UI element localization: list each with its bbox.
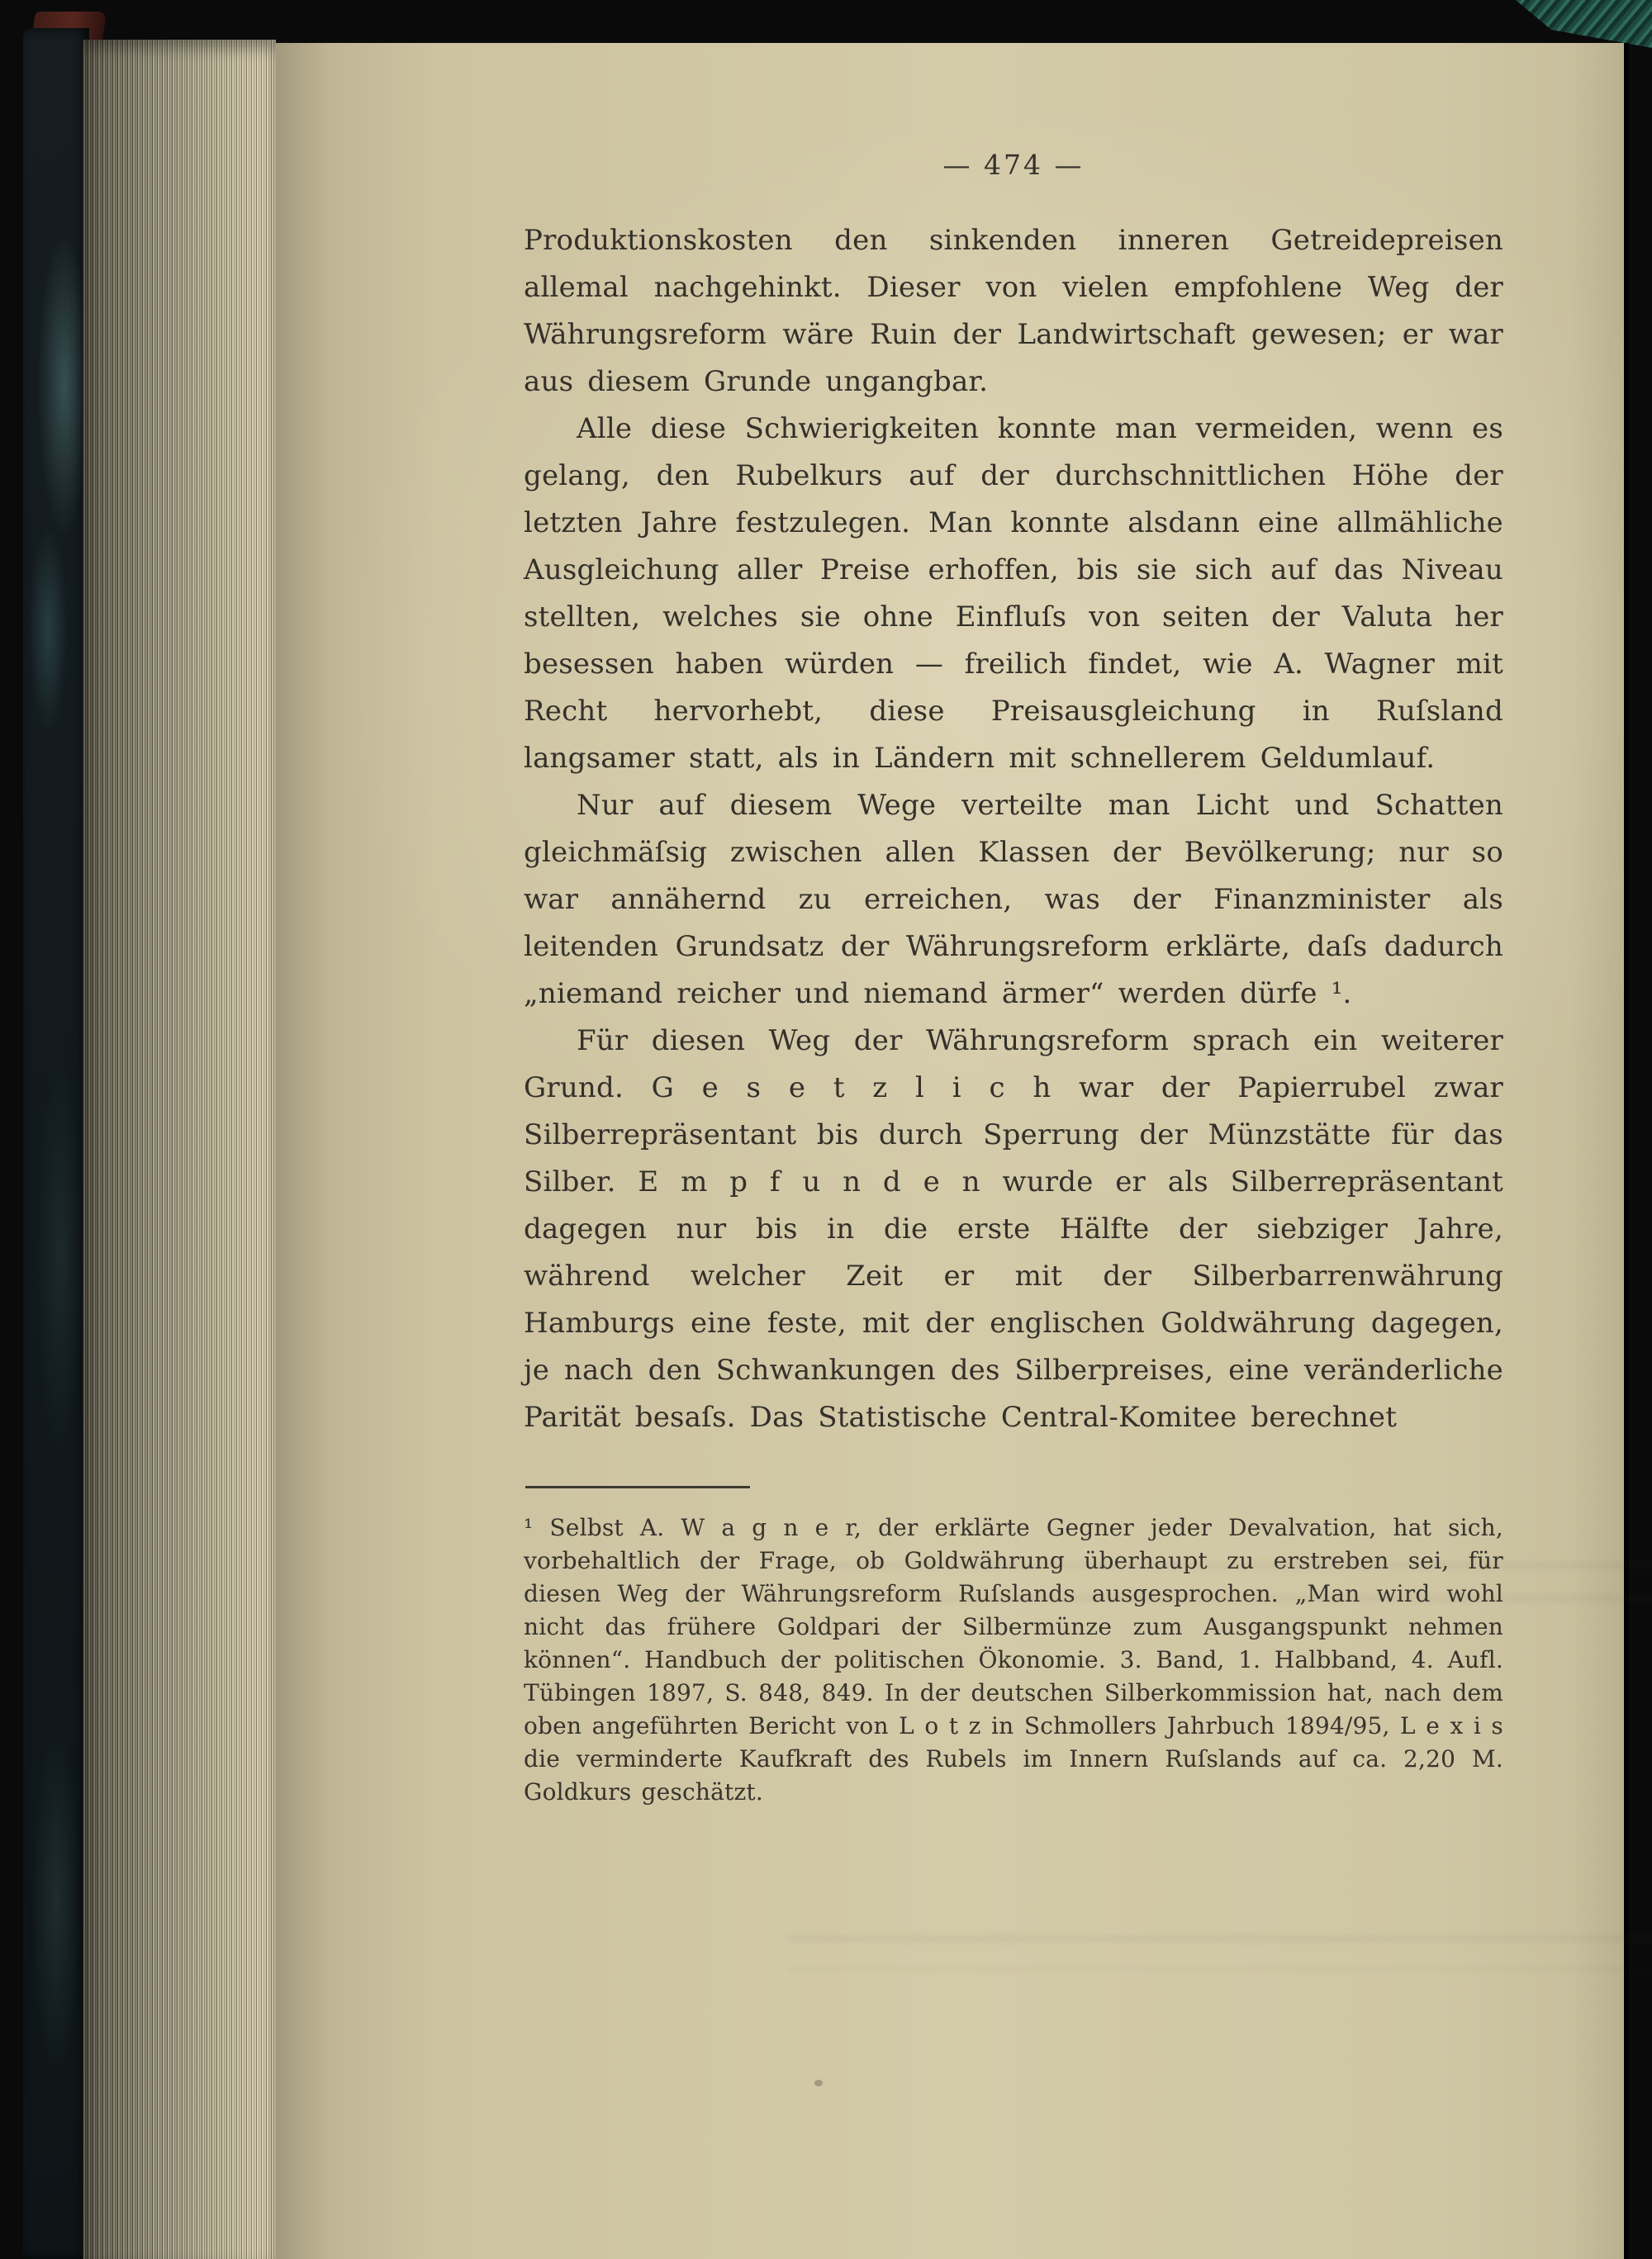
footnote-separator	[525, 1486, 750, 1488]
book-page	[276, 43, 1624, 2259]
paragraph: Für diesen Weg der Währungsreform sprach ein weiterer Grund. G e s e t z l i c h war der Papierrubel zwar Silberrepräsentant bis durch Sperrung der Münzstätte für das Silber. E m p f u n d e n wurde er als Silberrepräsentant dagegen nur bis in die erste Hälfte der siebziger Jahre, während welcher Zeit er mit der Silberbarrenwährung Hamburgs eine feste, mit der englischen Goldwährung dagegen, je nach den Schwankungen des Silberpreises, eine veränderliche Parität besaſs. Das Statistische Central-Komitee berechnet	[524, 1024, 1503, 1434]
ink-bleedthrough	[788, 1934, 1652, 1971]
book-spine	[23, 28, 89, 2259]
page-number: — 474 —	[942, 149, 1085, 181]
text-block	[524, 149, 1503, 1809]
paragraph: Nur auf diesem Wege verteilte man Licht und Schatten gleichmäſsig zwischen allen Klassen der Bevölkerung; nur so war annähernd zu erreichen, was der Finanzminister als leitenden Grundsatz der Währungsreform erklärte, daſs dadurch „niemand reicher und niemand ärmer“ werden dürfe ¹.	[524, 789, 1503, 1010]
footnote: ¹ Selbst A. W a g n e r, der erklärte Gegner jeder Devalvation, hat sich, vorbehaltlich der Frage, ob Goldwährung überhaupt zu erstreben sei, für diesen Weg der Währungsreform Ruſslands ausgesprochen. „Man wird wohl nicht das frühere Goldpari der Silbermünze zum Ausgangspunkt nehmen können“. Handbuch der politischen Ökonomie. 3. Band, 1. Halbband, 4. Aufl. Tübingen 1897, S. 848, 849. In der deutschen Silberkommission hat, nach dem oben angeführten Bericht von L o t z in Schmollers Jahrbuch 1894/95, L e x i s die verminderte Kaufkraft des Rubels im Innern Ruſslands auf ca. 2,20 M. Goldkurs geschätzt.	[524, 1514, 1503, 1806]
cover-corner	[1516, 0, 1652, 48]
page-speck	[814, 2080, 823, 2086]
page-edges-stack	[83, 40, 276, 2259]
paragraph: Produktionskosten den sinkenden inneren Getreidepreisen allemal nachgehinkt. Dieser von vielen empfohlene Weg der Währungsreform wäre Ruin der Landwirtschaft gewesen; er war aus diesem Grunde ungangbar.	[524, 224, 1503, 398]
paragraph: Alle diese Schwierigkeiten konnte man vermeiden, wenn es gelang, den Rubelkurs auf der durchschnittlichen Höhe der letzten Jahre festzulegen. Man konnte alsdann eine allmähliche Ausgleichung aller Preise erhoffen, bis sie sich auf das Niveau stellten, welches sie ohne Einfluſs von seiten der Valuta her besessen haben würden — freilich findet, wie A. Wagner mit Recht hervorhebt, diese Preisausgleichung in Ruſsland langsamer statt, als in Ländern mit schnellerem Geldumlauf.	[524, 412, 1503, 775]
